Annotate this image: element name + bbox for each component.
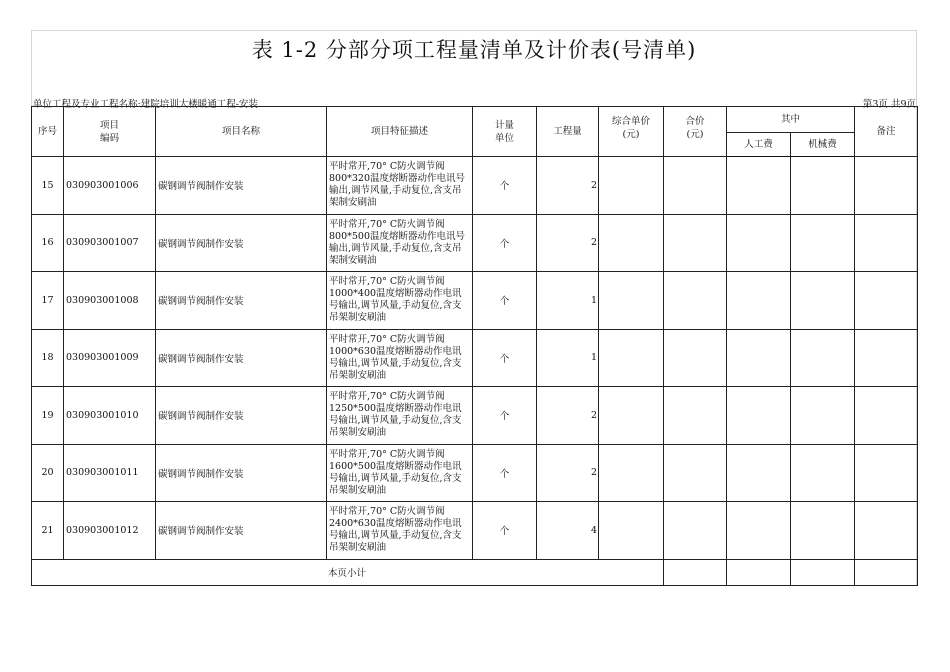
- cell-qty: 1: [537, 329, 599, 387]
- cell-seq: 21: [32, 502, 64, 560]
- cell-qty: 2: [537, 444, 599, 502]
- project-name-label: 单位工程及专业工程名称:建院培训大楼暖通工程-安装: [33, 99, 258, 110]
- table-row: [32, 444, 918, 502]
- cell-qty: 1: [537, 272, 599, 330]
- header-desc: 项目特征描述: [327, 107, 473, 157]
- cell-machine: [791, 214, 855, 272]
- cell-unit-price: [599, 272, 664, 330]
- cell-qty: 4: [537, 502, 599, 560]
- cell-total: [664, 387, 727, 445]
- table-row: [32, 502, 918, 560]
- cell-note: [855, 502, 918, 560]
- cell-unit-price: [599, 157, 664, 215]
- cell-labor: [727, 157, 791, 215]
- cell-unit: 个: [473, 214, 537, 272]
- cell-note: [855, 329, 918, 387]
- cell-total: [664, 444, 727, 502]
- header-unit-price-line1: 综合单价: [611, 116, 650, 127]
- cell-seq: 18: [32, 329, 64, 387]
- header-code-line2: 编码: [99, 132, 119, 144]
- cell-seq: 16: [32, 214, 64, 272]
- subtotal-label: 本页小计: [32, 559, 664, 585]
- cell-name: 碳钢调节阀制作安装: [156, 387, 327, 445]
- cell-unit: 个: [473, 157, 537, 215]
- cell-code: 030903001010: [64, 387, 156, 445]
- subtotal-machine: [791, 559, 855, 585]
- header-code: [64, 107, 156, 157]
- header-row: [32, 107, 918, 133]
- cell-total: [664, 272, 727, 330]
- cell-unit-price: [599, 214, 664, 272]
- subtotal-labor: [727, 559, 791, 585]
- subtotal-note: [855, 559, 918, 585]
- cell-unit-price: [599, 329, 664, 387]
- cell-unit: 个: [473, 387, 537, 445]
- header-total: [664, 107, 727, 157]
- cell-name: 碳钢调节阀制作安装: [156, 214, 327, 272]
- cell-note: [855, 387, 918, 445]
- header-machine: 机械费: [791, 133, 855, 157]
- header-seq: 序号: [32, 107, 64, 157]
- cell-code: 030903001008: [64, 272, 156, 330]
- table-row: [32, 157, 918, 215]
- cell-machine: [791, 387, 855, 445]
- cell-qty: 2: [537, 157, 599, 215]
- cell-desc: 平时常开,70° C防火调节阀1000*630温度熔断器动作电讯号输出,调节风量,手动复位,含支吊架制安刷油: [327, 329, 473, 387]
- cell-total: [664, 502, 727, 560]
- cell-name: 碳钢调节阀制作安装: [156, 272, 327, 330]
- cell-name: 碳钢调节阀制作安装: [156, 329, 327, 387]
- cell-unit-price: [599, 444, 664, 502]
- header-name: 项目名称: [156, 107, 327, 157]
- cell-desc: 平时常开,70° C防火调节阀1250*500温度熔断器动作电讯号输出,调节风量,手动复位,含支吊架制安刷油: [327, 387, 473, 445]
- cell-seq: 20: [32, 444, 64, 502]
- subtotal-total: [664, 559, 727, 585]
- cell-code: 030903001007: [64, 214, 156, 272]
- cell-labor: [727, 387, 791, 445]
- cell-machine: [791, 329, 855, 387]
- cell-code: 030903001006: [64, 157, 156, 215]
- cell-unit: 个: [473, 329, 537, 387]
- header-code-line1: 项目: [99, 119, 119, 131]
- cell-desc: 平时常开,70° C防火调节阀800*320温度熔断器动作电讯号输出,调节风量,手动复位,含支吊架制安刷油: [327, 157, 473, 215]
- cell-machine: [791, 502, 855, 560]
- cell-machine: [791, 444, 855, 502]
- cell-machine: [791, 272, 855, 330]
- cell-labor: [727, 329, 791, 387]
- cell-code: 030903001011: [64, 444, 156, 502]
- cell-labor: [727, 214, 791, 272]
- cell-note: [855, 157, 918, 215]
- header-unit-price: [599, 107, 664, 157]
- cell-note: [855, 272, 918, 330]
- cell-code: 030903001009: [64, 329, 156, 387]
- cell-desc: 平时常开,70° C防火调节阀1600*500温度熔断器动作电讯号输出,调节风量,手动复位,含支吊架制安刷油: [327, 444, 473, 502]
- subtotal-row: [32, 559, 918, 585]
- table-row: [32, 272, 918, 330]
- cell-unit: 个: [473, 502, 537, 560]
- cell-desc: 平时常开,70° C防火调节阀800*500温度熔断器动作电讯号输出,调节风量,手动复位,含支吊架制安刷油: [327, 214, 473, 272]
- header-total-line2: (元): [686, 129, 704, 140]
- cell-qty: 2: [537, 387, 599, 445]
- cell-unit-price: [599, 502, 664, 560]
- cell-note: [855, 444, 918, 502]
- page-title: 表 1-2 分部分项工程量清单及计价表(号清单): [251, 38, 697, 62]
- page-number: 第3页 共9页: [862, 99, 916, 110]
- header-unit: [473, 107, 537, 157]
- table-row: [32, 329, 918, 387]
- cell-total: [664, 214, 727, 272]
- cell-labor: [727, 502, 791, 560]
- cell-qty: 2: [537, 214, 599, 272]
- cell-unit: 个: [473, 272, 537, 330]
- cell-unit-price: [599, 387, 664, 445]
- cell-labor: [727, 444, 791, 502]
- cell-name: 碳钢调节阀制作安装: [156, 157, 327, 215]
- cell-seq: 15: [32, 157, 64, 215]
- header-qty: 工程量: [537, 107, 599, 157]
- header-unit-line1: 计量: [494, 119, 514, 131]
- header-note: 备注: [855, 107, 918, 157]
- table-row: [32, 387, 918, 445]
- header-unit-price-line2: (元): [622, 129, 640, 140]
- cell-seq: 19: [32, 387, 64, 445]
- cell-desc: 平时常开,70° C防火调节阀2400*630温度熔断器动作电讯号输出,调节风量,手动复位,含支吊架制安刷油: [327, 502, 473, 560]
- cell-desc: 平时常开,70° C防火调节阀1000*400温度熔断器动作电讯号输出,调节风量,手动复位,含支吊架制安刷油: [327, 272, 473, 330]
- cell-total: [664, 329, 727, 387]
- cell-total: [664, 157, 727, 215]
- cell-seq: 17: [32, 272, 64, 330]
- cell-note: [855, 214, 918, 272]
- cell-code: 030903001012: [64, 502, 156, 560]
- header-among: 其中: [727, 107, 855, 133]
- cell-name: 碳钢调节阀制作安装: [156, 502, 327, 560]
- cell-machine: [791, 157, 855, 215]
- table-row: [32, 214, 918, 272]
- bill-of-quantities-table: [31, 106, 918, 586]
- header-total-line1: 合价: [685, 116, 705, 127]
- cell-labor: [727, 272, 791, 330]
- header-unit-line2: 单位: [494, 132, 514, 144]
- cell-name: 碳钢调节阀制作安装: [156, 444, 327, 502]
- header-labor: 人工费: [727, 133, 791, 157]
- cell-unit: 个: [473, 444, 537, 502]
